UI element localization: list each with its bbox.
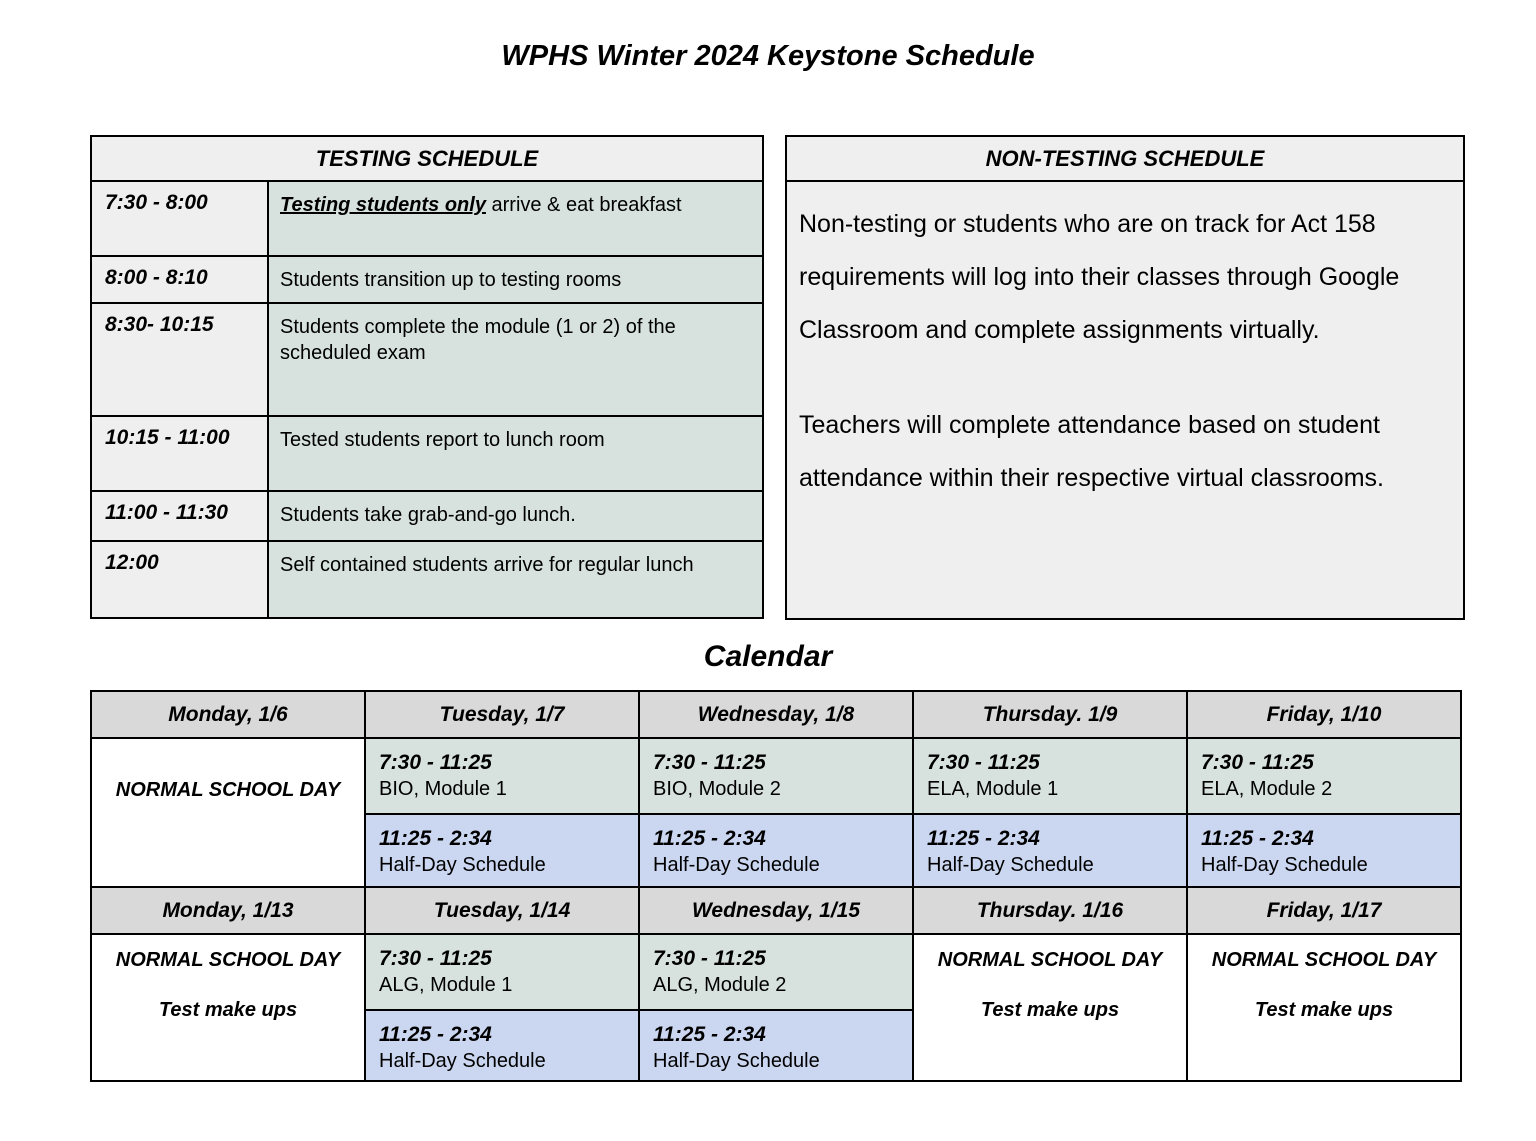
calendar-table	[90, 690, 1462, 1082]
emphasized-text: Testing students only	[280, 194, 486, 216]
day-header: Monday, 1/6	[91, 691, 365, 738]
morning-session-cell	[365, 934, 639, 1010]
day-header: Thursday. 1/16	[913, 887, 1187, 934]
non-testing-body	[787, 182, 1463, 505]
activity-cell: Tested students report to lunch room	[268, 416, 763, 491]
non-testing-panel	[785, 135, 1465, 620]
non-testing-paragraph: Teachers will complete attendance based on student attendance within their respective virtual classrooms.	[799, 411, 1384, 492]
session-label: ALG, Module 2	[653, 974, 787, 996]
day-header: Friday, 1/17	[1187, 887, 1461, 934]
session-time: 11:25 - 2:34	[379, 1023, 492, 1046]
normal-day-label: NORMAL SCHOOL DAY	[115, 779, 341, 801]
morning-session-cell	[1187, 738, 1461, 814]
afternoon-session-cell	[365, 1010, 639, 1081]
session-time: 7:30 - 11:25	[1201, 751, 1314, 774]
session-time: 11:25 - 2:34	[379, 827, 492, 850]
session-time: 7:30 - 11:25	[653, 947, 766, 970]
session-time: 7:30 - 11:25	[379, 751, 492, 774]
day-header: Wednesday, 1/8	[639, 691, 913, 738]
day-header: Friday, 1/10	[1187, 691, 1461, 738]
morning-session-cell	[639, 738, 913, 814]
test-makeups-label: Test make ups	[1254, 999, 1394, 1021]
normal-day-label: NORMAL SCHOOL DAY	[937, 949, 1163, 971]
activity-cell	[268, 181, 763, 256]
non-testing-paragraph: Non-testing or students who are on track for Act 158 requirements will log into their classes through Google Classroom and complete assignments virtually.	[799, 210, 1400, 344]
session-time: 7:30 - 11:25	[379, 947, 492, 970]
time-cell: 10:15 - 11:00	[91, 416, 268, 491]
morning-session-cell	[913, 738, 1187, 814]
session-time: 11:25 - 2:34	[653, 827, 766, 850]
day-header: Thursday. 1/9	[913, 691, 1187, 738]
session-time: 7:30 - 11:25	[927, 751, 1040, 774]
morning-session-cell	[639, 934, 913, 1010]
session-label: Half-Day Schedule	[379, 1050, 546, 1072]
session-time: 11:25 - 2:34	[1201, 827, 1314, 850]
morning-session-cell	[365, 738, 639, 814]
activity-cell: Students take grab-and-go lunch.	[268, 491, 763, 541]
day-header: Monday, 1/13	[91, 887, 365, 934]
session-label: ELA, Module 1	[927, 778, 1059, 800]
session-label: BIO, Module 1	[379, 778, 507, 800]
document-title: WPHS Winter 2024 Keystone Schedule	[501, 40, 1035, 72]
normal-day-cell	[1187, 934, 1461, 1081]
afternoon-session-cell	[639, 814, 913, 887]
time-cell: 7:30 - 8:00	[91, 181, 268, 256]
time-cell: 11:00 - 11:30	[91, 491, 268, 541]
activity-cell: Students transition up to testing rooms	[268, 256, 763, 303]
testing-schedule-header: TESTING SCHEDULE	[91, 136, 763, 181]
session-label: ELA, Module 2	[1201, 778, 1333, 800]
session-time: 11:25 - 2:34	[653, 1023, 766, 1046]
activity-text: arrive & eat breakfast	[485, 194, 682, 216]
calendar-title: Calendar	[703, 640, 833, 673]
test-makeups-label: Test make ups	[980, 999, 1120, 1021]
day-header: Wednesday, 1/15	[639, 887, 913, 934]
activity-cell: Students complete the module (1 or 2) of the scheduled exam	[268, 303, 763, 416]
normal-day-cell	[913, 934, 1187, 1081]
time-cell: 8:00 - 8:10	[91, 256, 268, 303]
test-makeups-label: Test make ups	[158, 999, 298, 1021]
session-label: Half-Day Schedule	[379, 854, 546, 876]
normal-day-label: NORMAL SCHOOL DAY	[1211, 949, 1437, 971]
afternoon-session-cell	[639, 1010, 913, 1081]
session-label: Half-Day Schedule	[653, 854, 820, 876]
session-time: 7:30 - 11:25	[653, 751, 766, 774]
session-label: Half-Day Schedule	[653, 1050, 820, 1072]
testing-schedule-table	[90, 135, 764, 619]
session-label: Half-Day Schedule	[927, 854, 1094, 876]
afternoon-session-cell	[913, 814, 1187, 887]
afternoon-session-cell	[365, 814, 639, 887]
activity-cell: Self contained students arrive for regular lunch	[268, 541, 763, 618]
day-header: Tuesday, 1/7	[365, 691, 639, 738]
non-testing-header: NON-TESTING SCHEDULE	[787, 137, 1463, 182]
afternoon-session-cell	[1187, 814, 1461, 887]
session-label: Half-Day Schedule	[1201, 854, 1368, 876]
session-label: ALG, Module 1	[379, 974, 513, 996]
normal-day-label: NORMAL SCHOOL DAY	[115, 949, 341, 971]
time-cell: 12:00	[91, 541, 268, 618]
session-label: BIO, Module 2	[653, 778, 781, 800]
session-time: 11:25 - 2:34	[927, 827, 1040, 850]
day-header: Tuesday, 1/14	[365, 887, 639, 934]
time-cell: 8:30- 10:15	[91, 303, 268, 416]
normal-day-cell	[91, 738, 365, 887]
normal-day-cell	[91, 934, 365, 1081]
